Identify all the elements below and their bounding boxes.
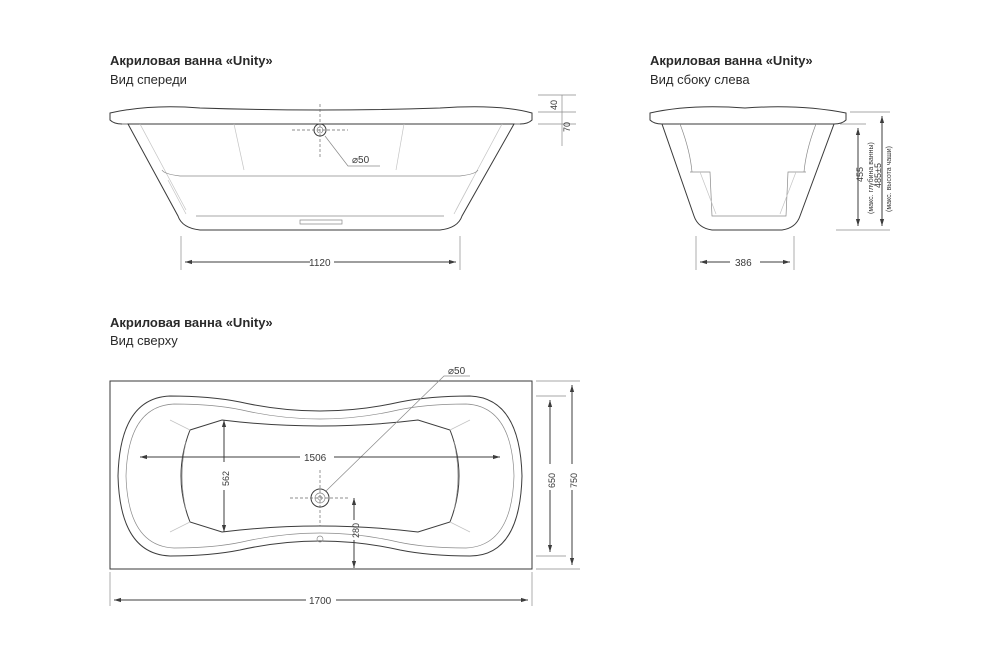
top-view-title: Акриловая ванна «Unity»: [110, 315, 273, 330]
front-drain-dimension: ⌀50: [352, 155, 370, 166]
rim-height-70: 70: [562, 121, 572, 132]
top-drain-offset-dimension: 280: [351, 522, 361, 538]
side-depth-dimension: 455: [855, 166, 865, 182]
front-view-drawing: [110, 95, 576, 270]
top-inner-length-dimension: 1506: [304, 453, 327, 464]
top-view-drawing: [110, 366, 580, 607]
side-height-dimension: 485±5: [873, 163, 883, 188]
side-height-note: (макс. высота чаши): [886, 146, 893, 212]
front-view-title: Акриловая ванна «Unity»: [110, 53, 273, 68]
side-view-drawing: [650, 107, 893, 270]
top-view-subtitle: Вид сверху: [110, 333, 178, 348]
front-width-dimension: 1120: [309, 258, 331, 269]
side-view-title: Акриловая ванна «Unity»: [650, 53, 813, 68]
top-inner-width-dimension: 562: [221, 470, 231, 486]
side-view-subtitle: Вид сбоку слева: [650, 72, 750, 87]
top-width-750: 750: [569, 472, 579, 488]
side-depth-note: (макс. глубина ванны): [868, 142, 875, 214]
top-width-650: 650: [547, 472, 557, 488]
top-length-dimension: 1700: [309, 596, 332, 607]
front-view-subtitle: Вид спереди: [110, 72, 187, 87]
side-width-dimension: 386: [735, 258, 752, 269]
rim-height-40: 40: [549, 99, 559, 110]
top-drain-dimension: ⌀50: [448, 366, 466, 377]
